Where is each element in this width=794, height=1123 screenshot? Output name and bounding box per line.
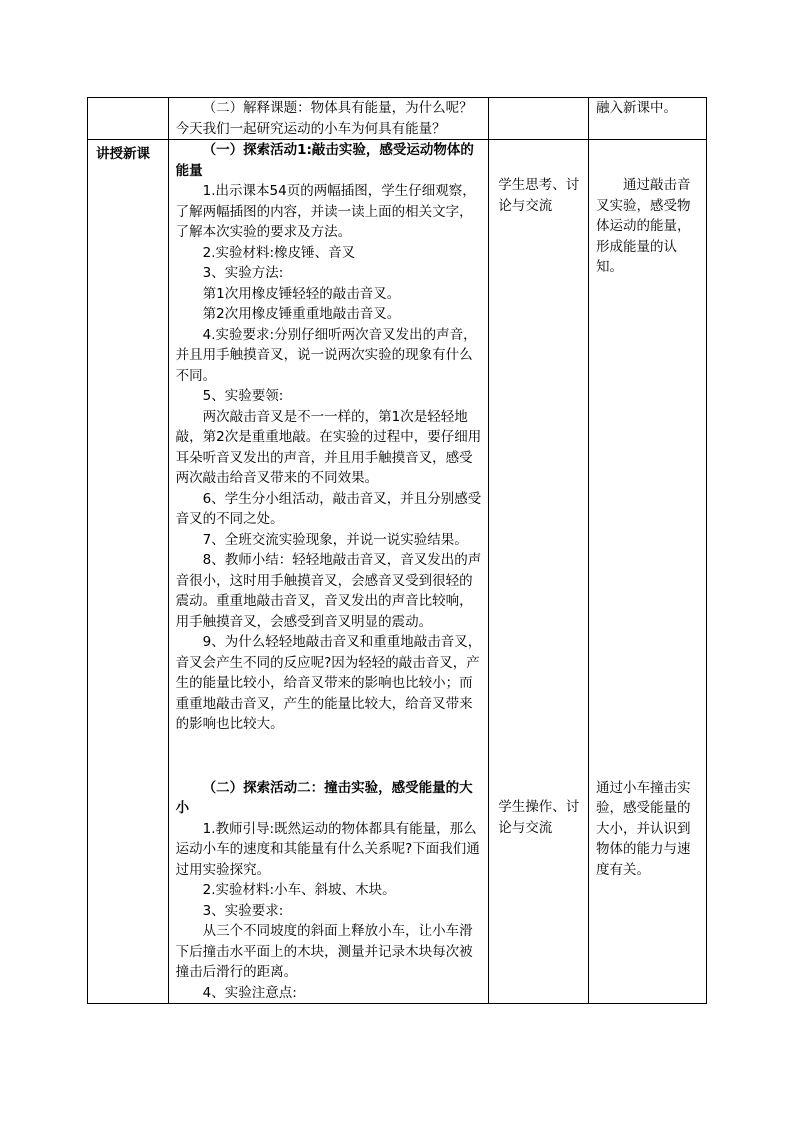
design-intent-2: 通过小车撞击实验，感受能量的大小，并认识到物体的能力与速度有关。 [596, 779, 691, 878]
activity1-paragraph: 3、实验方法: [202, 265, 284, 281]
spacer [498, 216, 582, 797]
activity2-paragraph: 1.教师引导:既然运动的物体都具有能量，那么运动小车的速度和其能量有什么关系呢?下面我们通过用实验探究。 [175, 820, 480, 878]
design-intent-1: 通过敲击音叉实验，感受物体运动的能量，形成能量的认知。 [596, 177, 691, 275]
intro-intent-cell [589, 98, 707, 140]
activity1-paragraph: 两次敲击音叉是不一一样的，第1次是轻轻地敲，第2次是重重地敲。在实验的过程中，要仔细用耳朵听音叉发出的声音，并且用手触摸音叉，感受两次敲击给音叉带来的不同效果。 [175, 408, 482, 486]
student-activity-cell [489, 140, 589, 1004]
activity1-paragraph: 6、学生分小组活动，敲击音叉，并且分别感受音叉的不同之处。 [175, 490, 482, 527]
activity1-paragraph: 第1次用橡皮锤轻轻的敲击音叉。 [202, 285, 401, 302]
intro-intent: 融入新课中。 [596, 100, 678, 116]
activity1-paragraph: 9、为什么轻轻地敲击音叉和重重地敲击音叉，音叉会产生不同的反应呢?因为轻轻的敲击音叉，产生的能量比较小，给音叉带来的影响也比较小；而重重地敲击音叉，产生的能量比较大，给音叉带来的影响也比较大。 [175, 634, 482, 732]
section-label: 讲授新课 [88, 140, 169, 1004]
activity1-paragraph: 2.实验材料:橡皮锤、音叉 [202, 244, 356, 261]
intro-label-cell [88, 98, 169, 140]
student-activity-2: 学生操作、讨论与交流 [498, 799, 580, 836]
activity1-paragraph: 7、全班交流实验现象，并说一说实验结果。 [202, 531, 468, 548]
intro-content-cell [168, 98, 489, 140]
activity1-paragraph: 第2次用橡皮锤重重地敲击音叉。 [202, 306, 401, 322]
spacer [596, 140, 700, 175]
spacer [596, 278, 700, 778]
activity2-paragraph: 3、实验要求: [202, 902, 284, 919]
activity2-paragraph: 2.实验材料:小车、斜坡、木块。 [202, 882, 396, 898]
intro-line: 今天我们一起研究运动的小车为何具有能量？ [175, 120, 446, 137]
spacer [498, 140, 582, 175]
activity1-paragraph: 1.出示课本54页的两幅插图，学生仔细观察，了解两幅插图的内容，并读一读上面的相关文字，了解本次实验的要求及方法。 [175, 183, 476, 240]
student-activity-1: 学生思考、讨论与交流 [498, 177, 580, 214]
activity2-paragraph: 4、实验注意点: [202, 984, 297, 1001]
activity1-paragraph: 4.实验要求:分别仔细听两次音叉发出的声音，并且用手触摸音叉，说一说两次实验的现象有什么不同。 [175, 326, 477, 384]
intro-student-cell [489, 98, 589, 140]
teaching-content-cell [168, 140, 489, 1004]
design-intent-cell [589, 140, 707, 1004]
lesson-plan-table [87, 97, 707, 1004]
activity2-title: （二）探索活动二：撞击实验，感受能量的大小 [175, 779, 473, 816]
activity2-paragraph: 从三个不同坡度的斜面上释放小车，让小车滑下后撞击水平面上的木块，测量并记录木块每次被撞击后滑行的距离。 [175, 923, 473, 980]
intro-line: （二）解释课题：物体具有能量，为什么呢？ [202, 100, 473, 116]
activity1-paragraph: 5、实验要领: [202, 388, 284, 404]
activity1-paragraph: 8、教师小结：轻轻地敲击音叉，音叉发出的声音很小，这时用手触摸音叉，会感音叉受到很轻的震动。重重地敲击音叉，音叉发出的声音比较响，用手触摸音叉，会感受到音叉明显的震动。 [175, 552, 482, 630]
teaching-row [88, 140, 707, 1004]
intro-row [88, 98, 707, 140]
spacer [176, 735, 483, 778]
activity1-title: （一）探索活动1:敲击实验，感受运动物体的能量 [175, 142, 474, 179]
